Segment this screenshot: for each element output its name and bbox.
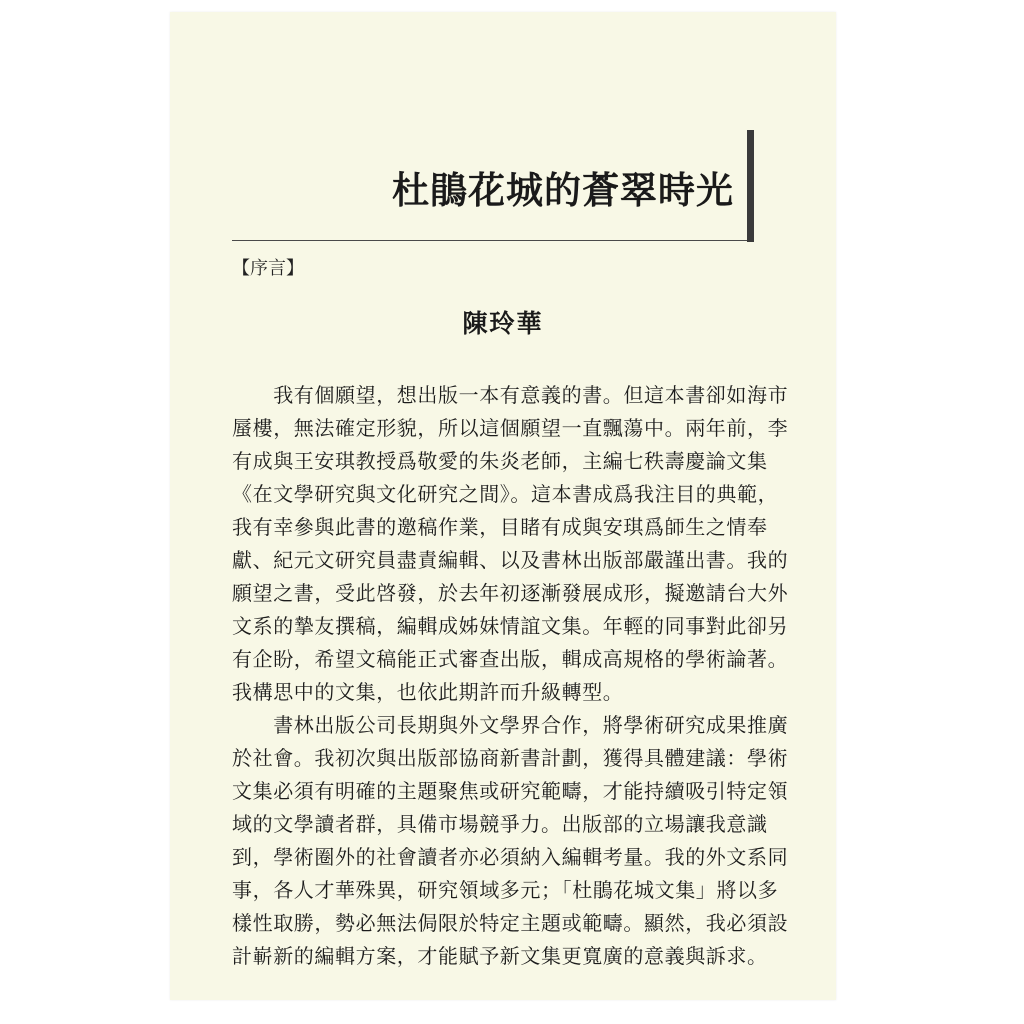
author-name: 陳玲華 [462,309,544,338]
text-line: 願望之書，受此啓發，於去年初逐漸發展成形，擬邀請台大外 [232,581,789,605]
text-line: 文集必須有明確的主題聚焦或研究範疇，才能持續吸引特定領 [232,779,789,803]
text-line: 事，各人才華殊異，研究領域多元；「杜鵑花城文集」將以多 [232,878,779,902]
paragraph-1 [232,379,789,709]
book-page [170,12,836,1000]
text-line: 有企盼，希望文稿能正式審查出版，輯成高規格的學術論著。 [232,647,789,671]
text-line: 我有幸參與此書的邀稿作業，目睹有成與安琪爲師生之情奉 [232,515,768,539]
text-line: 文系的摯友撰稿，編輯成姊妹情誼文集。年輕的同事對此卻另 [232,614,789,638]
text-line: 我構思中的文集，也依此期許而升級轉型。 [232,680,624,704]
text-line: 蜃樓，無法確定形貌，所以這個願望一直飄蕩中。兩年前，李 [232,416,789,440]
text-line: 到，學術圈外的社會讀者亦必須納入編輯考量。我的外文系同 [232,845,789,869]
text-line: 計嶄新的編輯方案，才能賦予新文集更寬廣的意義與訴求。 [232,944,768,968]
chapter-title: 杜鵑花城的蒼翠時光 [392,168,734,212]
text-line: 有成與王安琪教授爲敬愛的朱炎老師，主編七秩壽慶論文集 [232,449,768,473]
text-line: 書林出版公司長期與外文學界合作，將學術研究成果推廣 [232,713,789,737]
text-line: 於社會。我初次與出版部協商新書計劃，獲得具體建議：學術 [232,746,789,770]
text-line: 我有個願望，想出版一本有意義的書。但這本書卻如海市 [232,383,789,407]
paragraph-2 [232,709,789,973]
body-text [232,379,789,973]
title-block [232,134,752,241]
text-line: 域的文學讀者群，具備市場競爭力。出版部的立場讓我意識 [232,812,768,836]
text-line: 《在文學研究與文化研究之間》。這本書成爲我注目的典範， [232,482,779,506]
text-line: 樣性取勝，勢必無法侷限於特定主題或範疇。顯然，我必須設 [232,911,789,935]
title-accent-bar [747,130,754,242]
section-label: 【序言】 [232,258,304,279]
text-line: 獻、紀元文研究員盡責編輯、以及書林出版部嚴謹出書。我的 [232,548,789,572]
